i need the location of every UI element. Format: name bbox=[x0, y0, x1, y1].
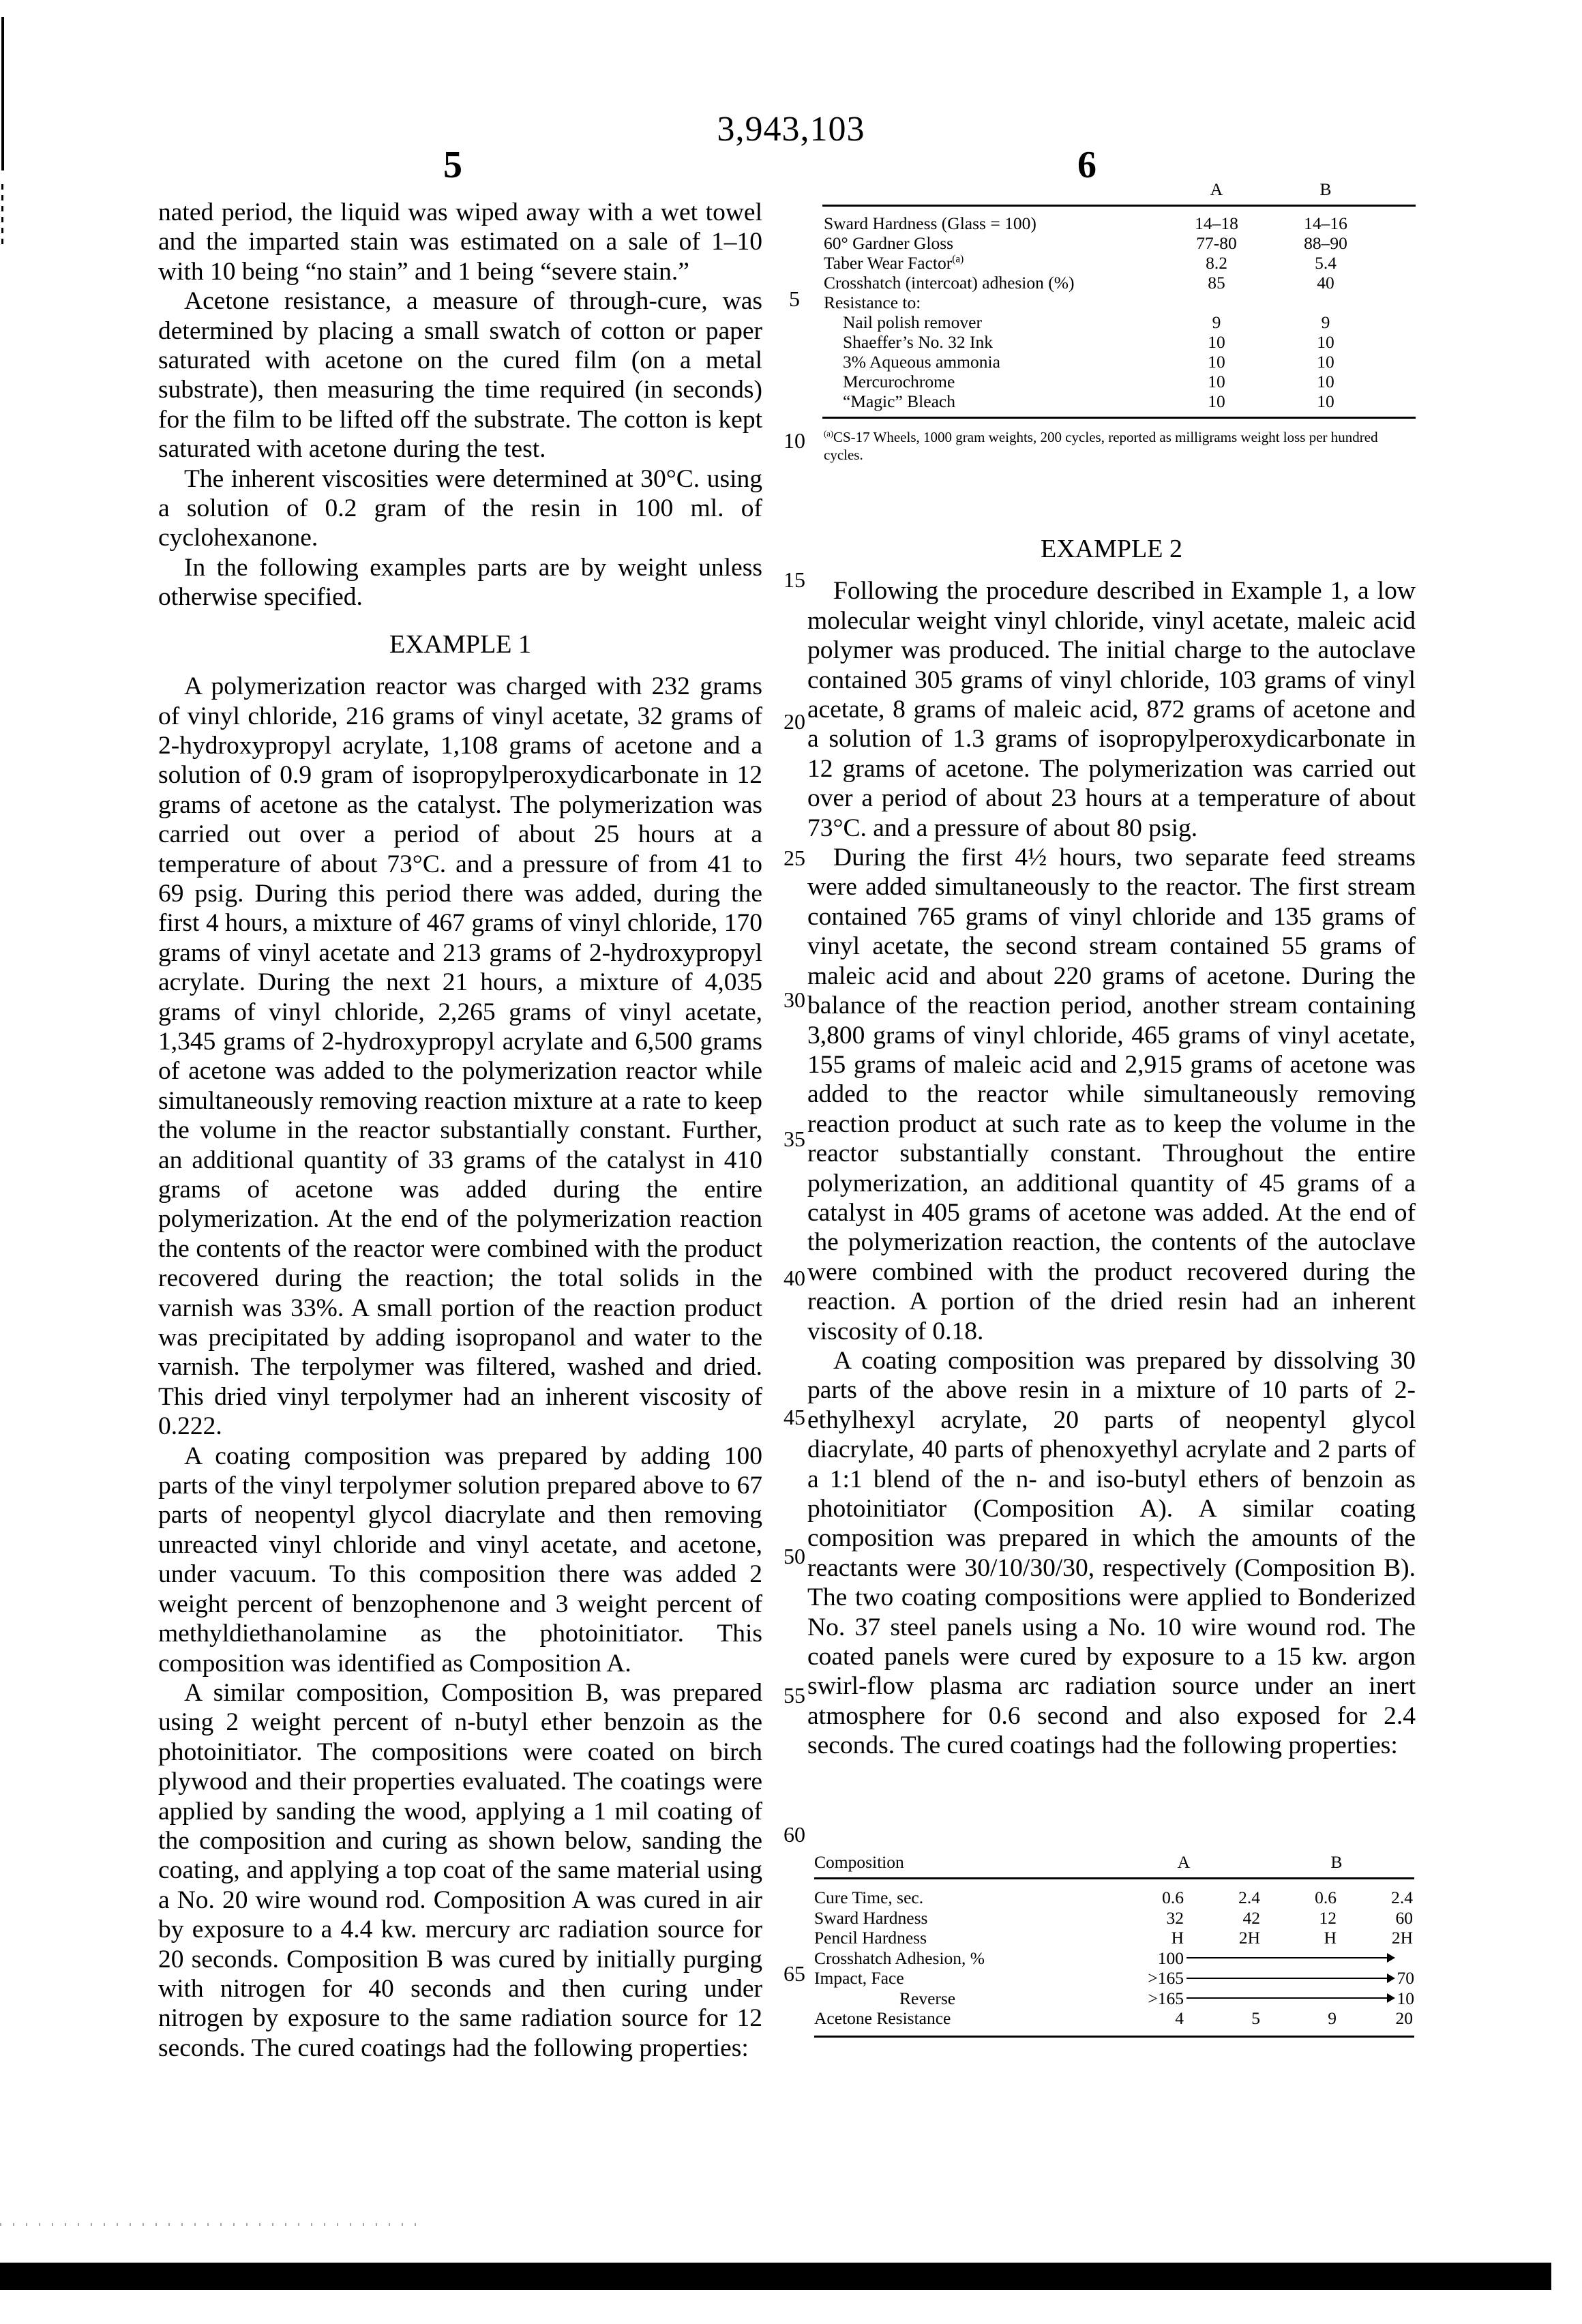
composition-header: Composition bbox=[814, 1851, 904, 1872]
line-number: 65 bbox=[783, 1961, 805, 1986]
paragraph: Following the procedure described in Example 1, a low molecular weight vinyl chloride, vinyl acetate, maleic acid polymer was produced. The initial charge to the autoclave contained 305 grams of vinyl chloride, 103 grams of vinyl acetate, 8 grams of maleic acid, 872 grams of acetone and a solution of 1.3 grams of isopropylperoxydicarbonate in 12 grams of acetone. The polymerization was carried out over a period of about 23 hours at a temperature of about 73°C. and a pressure of about 80 psig. bbox=[807, 577, 1416, 842]
properties-table-1 bbox=[807, 176, 1416, 464]
column-header-a: A bbox=[1210, 179, 1223, 199]
example-1-heading: EXAMPLE 1 bbox=[389, 629, 531, 659]
left-column bbox=[158, 198, 762, 2063]
paragraph: In the following examples parts are by weight unless otherwise specified. bbox=[158, 553, 762, 612]
column-header-b: B bbox=[1319, 179, 1332, 199]
line-number: 10 bbox=[783, 428, 805, 453]
table-row: Acetone Resistance 4 5 9 20 bbox=[814, 2008, 1413, 2028]
same-value-arrow: >165 10 bbox=[1148, 1988, 1414, 2008]
properties-table-2 bbox=[814, 1845, 1414, 2038]
footnote-marker: (a) bbox=[952, 253, 964, 265]
line-number: 50 bbox=[783, 1544, 805, 1568]
group-header-a: A bbox=[1177, 1851, 1191, 1872]
table-row: Resistance to: bbox=[824, 293, 921, 312]
table-row: Pencil Hardness H 2H H 2H bbox=[814, 1928, 1413, 1948]
table-rule bbox=[814, 2036, 1414, 2038]
paragraph: A similar composition, Composition B, was prepared using 2 weight percent of n-butyl ether benzoin as the photoinitiator. The compositions were coated on birch plywood and their properties evaluated. The coatings were applied by sanding the wood, applying a 1 mil coating of the composition and curing as shown below, sanding the coating, and applying a top coat of the same material using a No. 20 wire wound rod. Composition A was cured in air by exposure to a 4.4 kw. mercury arc radiation source for 20 seconds. Composition B was cured by initially purging with nitrogen for 40 seconds and then curing under nitrogen by exposure to the same radiation source for 12 seconds. The cured coatings had the following properties: bbox=[158, 1678, 762, 2062]
paragraph: Acetone resistance, a measure of through-cure, was determined by placing a small swatch of cotton or paper saturated with acetone on the cured film (on a metal substrate), then measuring the time required (in seconds) for the film to be lifted off the substrate. The cotton is kept saturated with acetone during the test. bbox=[158, 287, 762, 464]
table-row: 3% Aqueous ammonia 10 10 bbox=[843, 352, 1334, 372]
paragraph: During the first 4½ hours, two separate feed streams were added simultaneously to the reactor. The first stream contained 765 grams of vinyl chloride and 135 grams of vinyl acetate, the second stream contained 55 grams of maleic acid and about 220 grams of acetone. During the balance of the reaction period, another stream containing 3,800 grams of vinyl chloride, 465 grams of vinyl acetate, 155 grams of maleic acid and 2,915 grams of acetone was added to the reactor while simultaneously removing reaction product at such rate as to keep the volume in the reactor substantially constant. Throughout the entire polymerization, an additional quantity of 45 grams of a catalyst in 405 grams of acetone was added. At the end of the polymerization reaction, the contents of the autoclave were combined with the product recovered during the reaction. A portion of the dried resin had an inherent viscosity of 0.18. bbox=[807, 844, 1416, 1345]
patent-number: 3,943,103 bbox=[717, 110, 865, 149]
table-row: Nail polish remover 9 9 bbox=[843, 312, 1330, 332]
line-number: 30 bbox=[783, 987, 805, 1012]
line-number: 55 bbox=[783, 1683, 805, 1708]
table-header bbox=[814, 1845, 1414, 1872]
table-row: Mercurochrome 10 10 bbox=[843, 372, 1334, 391]
line-number: 45 bbox=[783, 1405, 805, 1429]
table-row: Crosshatch (intercoat) adhesion (%) 85 40 bbox=[824, 273, 1334, 293]
scan-edge-dash bbox=[1, 184, 3, 245]
group-header-b: B bbox=[1330, 1851, 1343, 1872]
arrow-icon bbox=[1186, 1978, 1394, 1979]
line-number: 5 bbox=[789, 286, 800, 311]
table-row: Crosshatch Adhesion, % 100 bbox=[814, 1948, 1414, 1969]
right-column bbox=[807, 517, 1416, 1761]
table-row: Taber Wear Factor$^{(a)}$ 8.2 5.4 bbox=[824, 253, 1337, 273]
arrow-icon bbox=[1186, 1997, 1394, 1999]
table-rule bbox=[814, 1877, 1414, 1879]
table-row: Reverse >165 10 bbox=[899, 1988, 1414, 2008]
same-value-arrow: 100 bbox=[1107, 1948, 1414, 1969]
table-rule bbox=[822, 417, 1416, 419]
table-row: Sward Hardness 32 42 12 60 bbox=[814, 1907, 1413, 1928]
arrow-icon bbox=[1186, 1957, 1394, 1958]
line-number: 35 bbox=[783, 1127, 805, 1151]
scan-bottom-bar bbox=[0, 2263, 1551, 2290]
paragraph: The inherent viscosities were determined at 30°C. using a solution of 0.2 gram of the resin in 100 ml. of cyclohexanone. bbox=[158, 464, 762, 552]
table-row: 60° Gardner Gloss 77-80 88–90 bbox=[824, 233, 1347, 253]
line-number: 60 bbox=[783, 1822, 805, 1847]
paragraph: A coating composition was prepared by dissolving 30 parts of the above resin in a mixture of 10 parts of 2-ethylhexyl acrylate, 20 parts of neopentyl glycol diacrylate, 40 parts of phenoxyethyl acrylate and 2 parts of a 1:1 blend of the n- and iso-butyl ethers of benzoin as photoinitiator (Composition A). A similar coating composition was prepared in which the amounts of the reactants were 30/10/30/30, respectively (Composition B). The two coating compositions were applied to Bonderized No. 37 steel panels using a No. 10 wire wound rod. The coated panels were cured by exposure to a 15 kw. argon swirl-flow plasma arc radiation source under an inert atmosphere for 0.6 second and also exposed for 2.4 seconds. The cured coatings had the following properties: bbox=[807, 1346, 1416, 1760]
column-number-right: 6 bbox=[1077, 144, 1096, 186]
paragraph: nated period, the liquid was wiped away with a wet towel and the imparted stain was estimated on a sale of 1–10 with 10 being “no stain” and 1 being “severe stain.” bbox=[158, 198, 762, 286]
same-value-arrow: >165 70 bbox=[1148, 1968, 1414, 1988]
paragraph: A polymerization reactor was charged with 232 grams of vinyl chloride, 216 grams of vinyl acetate, 32 grams of 2-hydroxypropyl acrylate, 1,108 grams of acetone and a solution of 0.9 gram of isopropylperoxydicarbonate in 12 grams of acetone as the catalyst. The polymerization was carried out over a period of about 25 hours at a temperature of about 73°C. and a pressure of from 41 to 69 psig. During this period there was added, during the first 4 hours, a mixture of 467 grams of vinyl chloride, 170 grams of vinyl acetate and 213 grams of 2-hydroxypropyl acrylate. During the next 21 hours, a mixture of 4,035 grams of vinyl chloride, 2,265 grams of vinyl acetate, 1,345 grams of 2-hydroxypropyl acrylate and 6,500 grams of acetone was added to the polymerization reactor while simultaneously removing reaction mixture at a rate to keep the volume in the reactor substantially constant. Further, an additional quantity of 33 grams of the catalyst in 410 grams of acetone was added during the entire polymerization. At the end of the polymerization reaction the contents of the reactor were combined with the product recovered during the reaction; the total solids in the varnish was 33%. A small portion of the reaction product was precipitated by adding isopropanol and water to the varnish. The terpolymer was filtered, washed and dried. This dried vinyl terpolymer had an inherent viscosity of 0.222. bbox=[158, 672, 762, 1441]
column-number-left: 5 bbox=[443, 144, 462, 186]
paragraph: A coating composition was prepared by adding 100 parts of the vinyl terpolymer solution prepared above to 67 parts of neopentyl glycol diacrylate and then removing unreacted vinyl chloride and vinyl acetate, and acetone, under vacuum. To this composition there was added 2 weight percent of benzophenone and 3 weight percent of methyldiethanolamine as the photoinitiator. This composition was identified as Composition A. bbox=[158, 1442, 762, 1678]
table-row: “Magic” Bleach 10 10 bbox=[843, 391, 1334, 411]
line-number: 15 bbox=[783, 567, 805, 592]
table-header bbox=[807, 176, 1416, 199]
line-number: 20 bbox=[783, 709, 805, 734]
table-row: Shaeffer’s No. 32 Ink 10 10 bbox=[843, 332, 1334, 352]
table-row: Impact, Face >165 70 bbox=[814, 1968, 1414, 1988]
line-number: 40 bbox=[783, 1266, 805, 1290]
table-row: Sward Hardness (Glass = 100) 14–18 14–16 bbox=[824, 213, 1347, 233]
line-number: 25 bbox=[783, 846, 805, 870]
scan-noise bbox=[0, 2223, 423, 2226]
table-row: Cure Time, sec. 0.6 2.4 0.6 2.4 bbox=[814, 1888, 1413, 1907]
scan-edge-line bbox=[1, 17, 4, 170]
table-rule bbox=[822, 205, 1416, 207]
example-2-heading: EXAMPLE 2 bbox=[1041, 535, 1182, 563]
table-footnote: $^{(a)}$CS-17 Wheels, 1000 gram weights, 200 cycles, reported as milligrams weight loss per hundred cycles. bbox=[824, 429, 1378, 463]
